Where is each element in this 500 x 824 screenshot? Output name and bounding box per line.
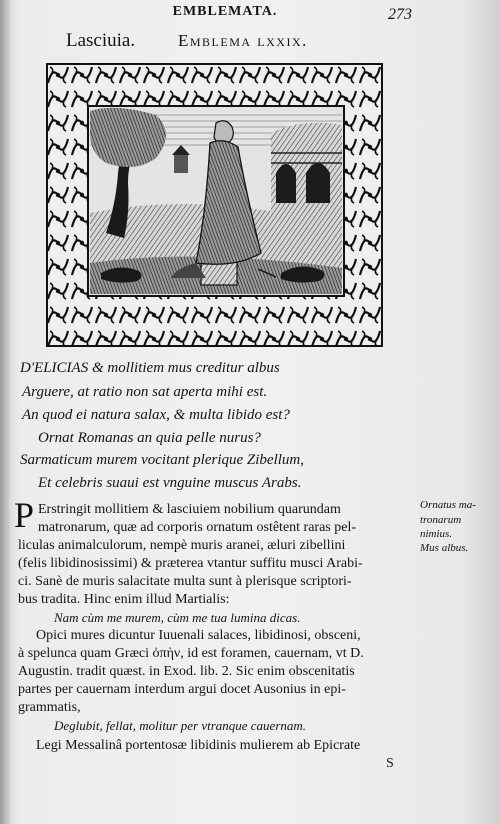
commentary-line-1: Erstringit mollitiem & lasciuiem nobilium quarundam (38, 502, 341, 517)
commentary-line-4: (felis libidinosissimi) & præterea vtantur suffitu musci Arabi- (18, 556, 363, 571)
commentary-line-7: Opici mures dicuntur Iuuenali salaces, libidinosi, obsceni, (36, 628, 361, 643)
commentary-line-2: matronarum, quæ ad corporis ornatum ostêtent raras pel- (38, 520, 357, 535)
commentary-line-6: bus tradita. Hinc enim illud Martialis: (18, 592, 230, 607)
commentary-line-5: ci. Sanè de muris salacitate multa sunt à plerisque scriptori- (18, 574, 352, 589)
margin-note-2: tronarum (420, 514, 462, 526)
commentary-line-10: partes per cauernam interdum argui docet Ausonius in epi- (18, 682, 346, 697)
catchword: S (386, 756, 394, 771)
running-head: EMBLEMATA. (172, 4, 278, 19)
woodcut-illustration (46, 63, 383, 347)
margin-note-4: Mus albus. (420, 542, 469, 554)
page-number: 273 (388, 6, 412, 23)
verse-line-1: D'ELICIAS & mollitiem mus creditur albus (20, 360, 280, 376)
martial-quote: Nam cùm me murem, cùm me tua lumina dicas. (54, 610, 301, 625)
verse-line-2: Arguere, at ratio non sat aperta mihi est. (22, 384, 268, 400)
commentary-line-3: liculas animalculorum, nempè muris aranei, æluri zibellini (18, 538, 346, 553)
verse-line-4: Ornat Romanas an quia pelle nurus? (38, 430, 261, 446)
commentary-line-9: Augustin. tradit quæst. in Exod. lib. 2. Sic enim obscenitatis (18, 664, 355, 679)
verse-line-3: An quod ei natura salax, & multa libido est? (22, 407, 290, 423)
ausonius-quote: Deglubit, fellat, molitur per vtranque cauernam. (54, 718, 307, 733)
margin-note-3: nimius. (420, 528, 453, 540)
commentary-dropcap: P (14, 495, 35, 535)
emblem-title: Emblema lxxix. (178, 31, 308, 50)
margin-note-1: Ornatus ma- (420, 499, 476, 511)
page-gutter (0, 0, 10, 824)
verse-line-5: Sarmaticum murem vocitant plerique Zibellum, (20, 452, 304, 468)
verse-line-6: Et celebris suaui est vnguine muscus Arabs. (38, 475, 302, 491)
emblem-woodcut (46, 63, 383, 347)
emblem-topic: Lasciuia. (66, 30, 136, 51)
commentary-line-12: Legi Messalinâ portentosæ libidinis mulierem ab Epicrate (36, 738, 361, 753)
commentary-line-11: grammatis, (18, 700, 81, 715)
commentary-line-8: à spelunca quam Græci ὀπὴν, id est foramen, cauernam, vt D. (18, 646, 364, 661)
